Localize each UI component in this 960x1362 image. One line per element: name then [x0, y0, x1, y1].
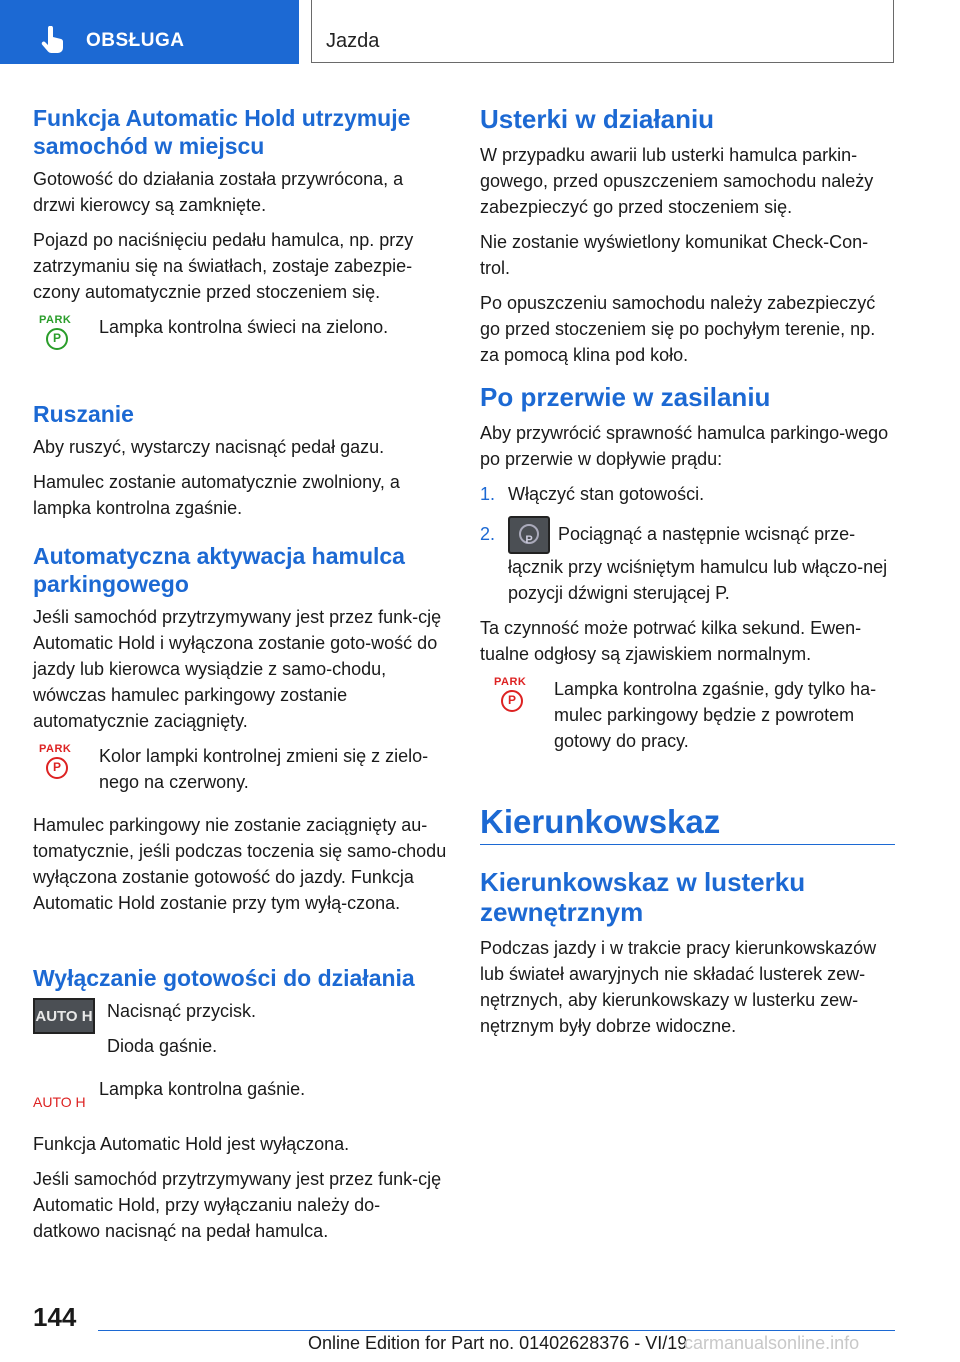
park-lamp-red-icon — [33, 743, 81, 783]
paragraph: Gotowość do działania została przywrócona, a drzwi kierowcy są zamknięte. — [33, 169, 404, 215]
park-lamp-red-icon — [488, 676, 536, 716]
park-icon-text: PARK — [39, 314, 72, 326]
park-icon-symbol: P — [52, 760, 61, 774]
park-ready-note: Lampka kontrolna zgaśnie, gdy tylko ha-mulec parkingowy będzie z powrotem gotowy do pracy. — [554, 679, 877, 751]
park-red-row — [33, 743, 447, 804]
led-off-text: Dioda gaśnie. — [107, 1036, 218, 1056]
paragraph: Jeśli samochód przytrzymywany jest przez funk-cję Automatic Hold, przy wyłączaniu należy do-datkowo nacisnąć na pedał hamulca. — [33, 1169, 442, 1241]
park-icon-text: PARK — [494, 676, 527, 688]
paragraph: Hamulec zostanie automatycznie zwolniony, a lampka kontrolna zgaśnie. — [33, 472, 400, 518]
paragraph: Aby przywrócić sprawność hamulca parkingo-wego po przerwie w dopływie prądu: — [480, 423, 889, 469]
park-red-note: Kolor lampki kontrolnej zmieni się z zielo-nego na czerwony. — [99, 746, 429, 792]
paragraph: Nie zostanie wyświetlony komunikat Check-Con-trol. — [480, 232, 869, 278]
chapter-label: Jazda — [326, 30, 380, 52]
step-1 — [480, 481, 895, 507]
footer-edition: Online Edition for Part no. 01402628376 - VI/19 — [308, 1333, 688, 1353]
heading-faults: Usterki w działaniu — [480, 104, 715, 134]
park-green-row — [33, 314, 447, 354]
faults-block — [480, 104, 895, 377]
heading-auto-hold: Funkcja Automatic Hold utrzymuje samochód w miejscu — [33, 105, 411, 159]
autoh-lamp-row — [33, 1076, 447, 1111]
autoh-button-row — [33, 998, 447, 1068]
park-red-row-right — [480, 676, 895, 763]
section-tab-obsluga[interactable] — [0, 0, 299, 64]
heading-auto-hold-block — [33, 104, 447, 354]
parking-brake-switch-icon — [508, 516, 550, 554]
paragraph: Jeśli samochód przytrzymywany jest przez funk-cję Automatic Hold i wyłączona zostanie goto-wość do jazdy lub kierowca wysiądzie z samo-chodu, wówczas hamulec parkingowy zostanie automatycznie zaciągnięty. — [33, 607, 442, 731]
heading-auto-activation: Automatyczna aktywacja hamulca parkingowego — [33, 543, 405, 597]
press-button-text: Nacisnąć przycisk. — [107, 1001, 257, 1021]
heading-mirror-signal: Kierunkowskaz w lusterku zewnętrznym — [480, 867, 806, 927]
step-2-text-a: Pociągnąć a następnie wcisnąć prze- — [558, 523, 856, 544]
auto-hold-lamp-icon — [33, 1076, 93, 1110]
auto-hold-button: AUTO H — [33, 998, 95, 1034]
paragraph: Hamulec parkingowy nie zostanie zaciągnięty au-tomatycznie, jeśli podczas toczenia się samo-chodu wyłączona zostanie gotowość do jazdy. Funkcja Automatic Hold zostanie przy tym wyłą-czona. — [33, 815, 447, 913]
lamp-off-text: Lampka kontrolna gaśnie. — [99, 1079, 306, 1099]
paragraph: W przypadku awarii lub usterki hamulca parkin-gowego, przed opuszczeniem samochodu należy zabezpieczyć go przed stoczeniem się. — [480, 145, 874, 217]
auto-activation-block — [33, 542, 447, 925]
auto-hold-lamp-label: AUTO H — [33, 1094, 86, 1110]
park-icon-symbol: P — [525, 534, 533, 546]
chapter-tab — [311, 0, 894, 63]
power-block — [480, 382, 895, 763]
park-green-note: Lampka kontrolna świeci na zielono. — [99, 317, 389, 337]
step-1-text: Włączyć stan gotowości. — [508, 484, 705, 504]
paragraph: Po opuszczeniu samochodu należy zabezpieczyć go przed stoczeniem się po pochyłym terenie, np. za pomocą klina pod koło. — [480, 293, 876, 365]
park-icon-text: PARK — [39, 743, 72, 755]
heading-turn-signal: Kierunkowskaz — [480, 803, 721, 840]
page-number: 144 — [33, 1302, 77, 1332]
park-icon-symbol: P — [507, 693, 516, 707]
park-icon-symbol: P — [52, 331, 61, 345]
hand-pointer-icon — [40, 26, 66, 54]
heading-ruszanie: Ruszanie — [33, 401, 134, 427]
footer-watermark: carmanualsonline.info — [684, 1333, 860, 1353]
paragraph: Funkcja Automatic Hold jest wyłączona. — [33, 1134, 350, 1154]
paragraph: Ta czynność może potrwać kilka sekund. Ewen-tualne odgłosy są zjawiskiem normalnym. — [480, 618, 862, 664]
footer-rule — [98, 1330, 895, 1331]
paragraph: Podczas jazdy i w trakcie pracy kierunkowskazów lub świateł awaryjnych nie składać lusterek zew-nętrznych, aby kierunkowskazy w lusterku zew-nętrznym były dobrze widoczne. — [480, 938, 877, 1036]
park-lamp-green-icon — [33, 314, 81, 354]
deactivation-block — [33, 964, 447, 1253]
heading-power: Po przerwie w zasilaniu — [480, 382, 771, 412]
step-2-text-b: łącznik przy wciśniętym hamulcu lub włączo-nej pozycji dźwigni sterującej P. — [508, 557, 888, 603]
paragraph: Aby ruszyć, wystarczy nacisnąć pedał gazu. — [33, 437, 385, 457]
paragraph: Pojazd po naciśnięciu pedału hamulca, np. przy zatrzymaniu się na światłach, zostaje zabezpie-czony automatycznie przed stoczeniem się. — [33, 230, 414, 302]
ruszanie-block — [33, 400, 447, 530]
step-2-number: 2. — [480, 523, 496, 544]
heading-deactivation: Wyłączanie gotowości do działania — [33, 965, 415, 991]
heading-turn-signal-rule — [480, 802, 895, 845]
section-label: OBSŁUGA — [86, 30, 185, 51]
turn-signal-block — [480, 802, 895, 1048]
step-2 — [480, 516, 895, 606]
step-1-number: 1. — [480, 484, 496, 504]
